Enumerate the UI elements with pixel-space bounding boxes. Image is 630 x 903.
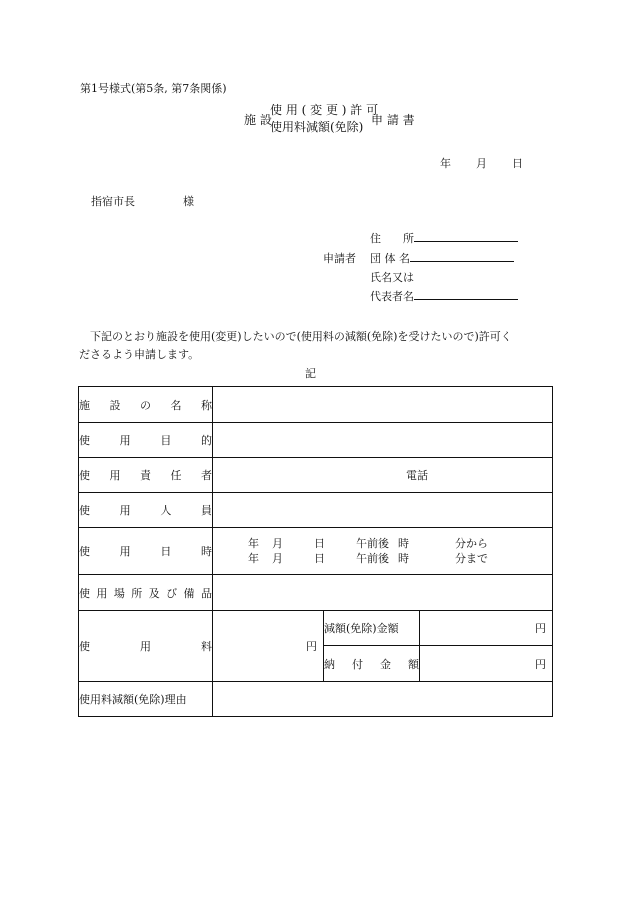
applicant-rep-line1: 氏名又は <box>370 271 414 284</box>
application-table <box>78 386 553 717</box>
row-datetime <box>79 528 553 575</box>
datetime-to-line: 年 月 日 午前後 時 分まで <box>248 552 488 565</box>
row-reason <box>79 682 553 717</box>
addressee-honorific: 様 <box>183 195 194 208</box>
row-fee-reduction <box>79 611 553 646</box>
date-day: 日 <box>512 157 523 170</box>
applicant-group-label: 団 体 名 <box>370 250 514 266</box>
datetime-from-line: 年 月 日 午前後 時 分から <box>248 537 488 550</box>
reduction-amount-field[interactable] <box>420 611 553 646</box>
form-number: 第1号様式(第5条, 第7条関係) <box>80 82 227 95</box>
label-place-equipment: 使 用 場 所 及 び 備 品 <box>79 575 213 611</box>
group-blank[interactable] <box>410 250 514 262</box>
persons-field[interactable] <box>213 493 553 528</box>
payment-amount-field[interactable] <box>420 646 553 682</box>
label-persons: 使 用 人 員 <box>79 493 213 528</box>
title-prefix: 施 設 <box>244 113 272 127</box>
row-persons <box>79 493 553 528</box>
fee-field[interactable] <box>213 611 324 682</box>
applicant-rep-label: 代表者名 <box>370 288 518 304</box>
title-upper: 使 用 ( 変 更 ) 許 可 <box>270 103 379 117</box>
ki-heading: 記 <box>305 367 316 380</box>
label-reason: 使用料減額(免除)理由 <box>79 682 213 717</box>
date-year: 年 <box>440 157 451 170</box>
purpose-field[interactable] <box>213 423 553 458</box>
fee-yen: 円 <box>306 640 317 653</box>
representative-blank[interactable] <box>414 288 518 300</box>
place-equipment-field[interactable] <box>213 575 553 611</box>
label-reduction-amount: 減額(免除)金額 <box>324 611 420 646</box>
date-month: 月 <box>476 157 487 170</box>
facility-name-field[interactable] <box>213 387 553 423</box>
label-facility-name: 施 設 の 名 称 <box>79 387 213 423</box>
applicant-label: 申請者 <box>323 252 356 265</box>
responsible-field[interactable] <box>213 458 553 493</box>
label-payment-amount: 納 付 金 額 <box>324 646 420 682</box>
applicant-address-label: 住 所 <box>370 230 518 246</box>
label-responsible: 使 用 責 任 者 <box>79 458 213 493</box>
payment-yen: 円 <box>535 657 547 671</box>
row-purpose <box>79 423 553 458</box>
addressee-name: 指宿市長 <box>91 195 135 208</box>
body-text-line1: 下記のとおり施設を使用(変更)したいので(使用料の減額(免除)を受けたいので)許可く <box>90 330 512 343</box>
reduction-yen: 円 <box>535 622 547 635</box>
datetime-field[interactable] <box>213 528 553 575</box>
label-datetime: 使 用 日 時 <box>79 528 213 575</box>
label-fee: 使 用 料 <box>79 611 213 682</box>
phone-label: 電話 <box>406 469 428 482</box>
title-suffix: 申 請 書 <box>371 113 415 127</box>
title-lower: 使用料減額(免除) <box>270 120 364 134</box>
body-text-line2: ださるよう申請します。 <box>79 348 200 361</box>
reason-field[interactable] <box>213 682 553 717</box>
label-purpose: 使 用 目 的 <box>79 423 213 458</box>
row-place-equipment <box>79 575 553 611</box>
row-responsible <box>79 458 553 493</box>
address-blank[interactable] <box>414 230 518 242</box>
row-facility-name <box>79 387 553 423</box>
title-middle <box>270 102 378 136</box>
